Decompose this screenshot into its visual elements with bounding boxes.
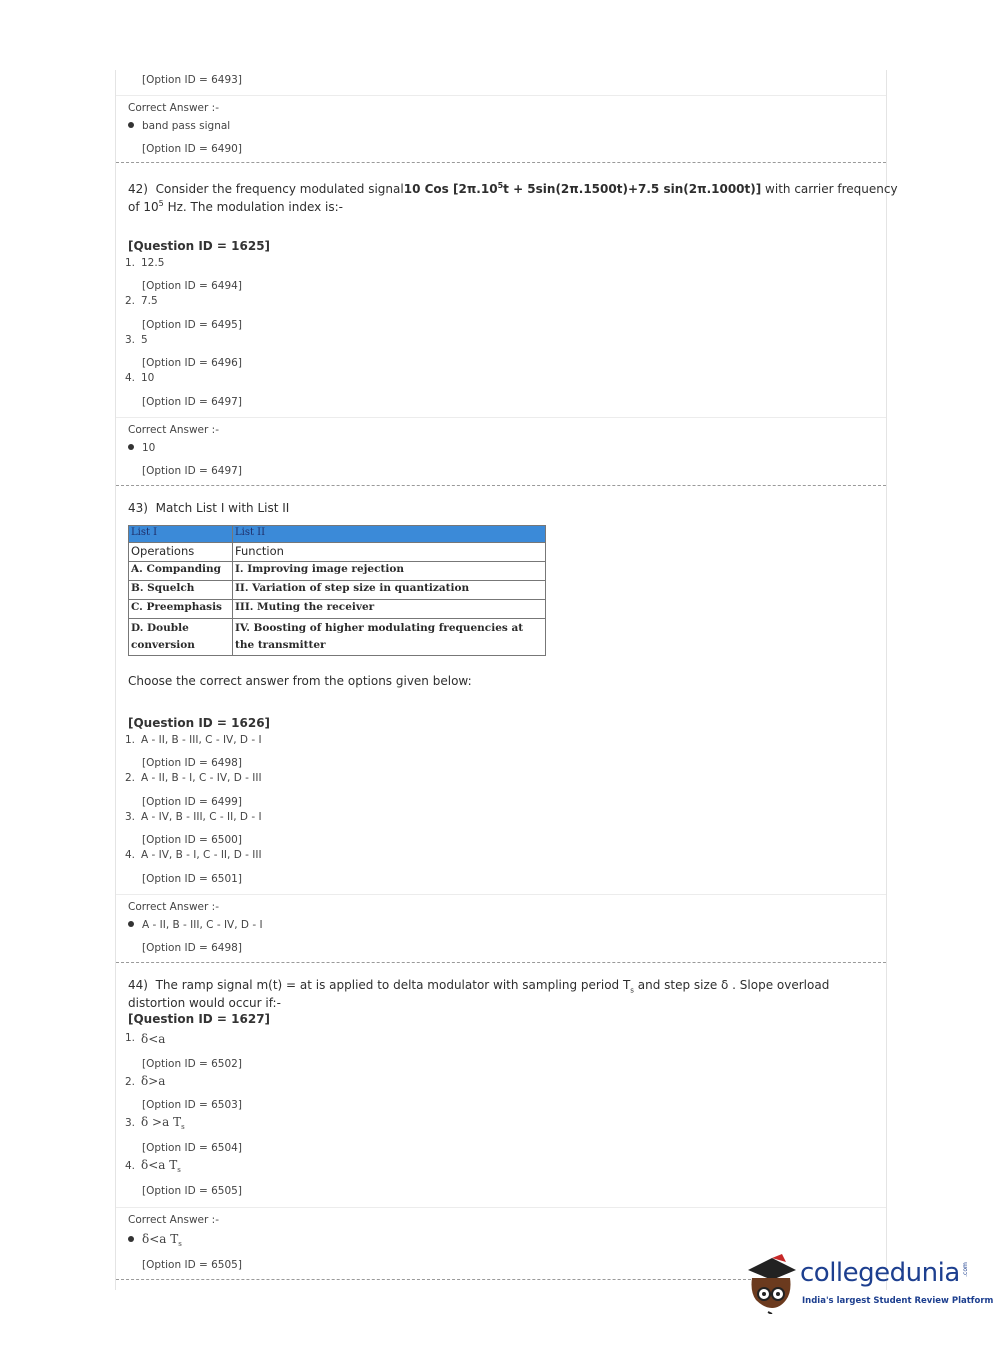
option-id: [Option ID = 6495] bbox=[142, 319, 242, 331]
prev-option-id: [Option ID = 6493] bbox=[142, 74, 242, 86]
question-42-text: 42) Consider the frequency modulated signal10 Cos [$2\pi.10^5t + 5\sin(2\pi.1500t)+7.5$ sin(2π.1000t)] with carrier frequency bbox=[128, 181, 898, 196]
correct-answer-label: Correct Answer :- bbox=[128, 901, 219, 913]
option-id: [Option ID = 6503] bbox=[142, 1099, 242, 1111]
divider bbox=[116, 1207, 886, 1208]
table-cell: I. Improving image rejection bbox=[233, 562, 546, 581]
option-item: 1. A - II, B - III, C - IV, D - I bbox=[125, 734, 262, 746]
divider bbox=[116, 417, 886, 418]
table-cell: Function bbox=[233, 543, 546, 562]
question-42-text-line2: of $10^5$ Hz. The modulation index is:- bbox=[128, 199, 343, 214]
question-id: [Question ID = 1627] bbox=[128, 1012, 271, 1026]
divider bbox=[116, 894, 886, 895]
option-item: 4. A - IV, B - I, C - II, D - III bbox=[125, 849, 262, 861]
question-separator bbox=[116, 162, 886, 163]
bullet-icon bbox=[128, 1236, 134, 1242]
table-row bbox=[129, 562, 546, 581]
option-id: [Option ID = 6496] bbox=[142, 357, 242, 369]
correct-answer-label: Correct Answer :- bbox=[128, 424, 219, 436]
table-row bbox=[129, 619, 546, 656]
brand-name: collegedunia bbox=[800, 1258, 960, 1288]
correct-answer: A - II, B - III, C - IV, D - I bbox=[128, 919, 263, 931]
option-id: [Option ID = 6497] bbox=[142, 396, 242, 408]
correct-answer-label: Correct Answer :- bbox=[128, 102, 219, 114]
correct-answer: δ<a $T_s$ bbox=[128, 1232, 182, 1248]
option-item: 3. 5 bbox=[125, 334, 148, 346]
table-row bbox=[129, 543, 546, 562]
option-id: [Option ID = 6502] bbox=[142, 1058, 242, 1070]
option-item: 2. δ>a bbox=[125, 1074, 166, 1088]
brand-domain: .com bbox=[961, 1262, 969, 1277]
option-id: [Option ID = 6504] bbox=[142, 1142, 242, 1154]
option-id: [Option ID = 6501] bbox=[142, 873, 242, 885]
option-item: 1. 12.5 bbox=[125, 257, 165, 269]
correct-option-id: [Option ID = 6490] bbox=[142, 143, 242, 155]
table-cell: B. Squelch bbox=[129, 581, 233, 600]
option-item: 2. 7.5 bbox=[125, 295, 158, 307]
option-item: 3. A - IV, B - III, C - II, D - I bbox=[125, 811, 262, 823]
table-cell: III. Muting the receiver bbox=[233, 600, 546, 619]
table-header-row bbox=[129, 526, 546, 543]
bullet-icon bbox=[128, 122, 134, 128]
divider bbox=[116, 95, 886, 96]
table-row bbox=[129, 600, 546, 619]
table-cell: II. Variation of step size in quantization bbox=[233, 581, 546, 600]
table-row bbox=[129, 581, 546, 600]
match-table bbox=[128, 525, 546, 656]
option-id: [Option ID = 6500] bbox=[142, 834, 242, 846]
option-id: [Option ID = 6498] bbox=[142, 757, 242, 769]
choose-instruction: Choose the correct answer from the options given below: bbox=[128, 674, 472, 688]
option-item: 3. δ >a $T_s$ bbox=[125, 1115, 185, 1132]
table-header-cell: List II bbox=[233, 526, 546, 543]
table-cell: IV. Boosting of higher modulating frequencies at the transmitter bbox=[233, 619, 546, 656]
correct-option-id: [Option ID = 6505] bbox=[142, 1259, 242, 1271]
bullet-icon bbox=[128, 921, 134, 927]
mascot-icon bbox=[742, 1252, 804, 1314]
question-separator bbox=[116, 485, 886, 486]
table-header-cell: List I bbox=[129, 526, 233, 543]
table-cell: Operations bbox=[129, 543, 233, 562]
collegedunia-logo bbox=[742, 1250, 994, 1320]
option-item: 4. 10 bbox=[125, 372, 155, 384]
correct-answer: band pass signal bbox=[128, 120, 230, 132]
question-separator bbox=[116, 962, 886, 963]
table-cell: A. Companding bbox=[129, 562, 233, 581]
option-item: 1. δ<a bbox=[125, 1032, 166, 1046]
option-id: [Option ID = 6499] bbox=[142, 796, 242, 808]
correct-answer-label: Correct Answer :- bbox=[128, 1214, 219, 1226]
option-item: 2. A - II, B - I, C - IV, D - III bbox=[125, 772, 262, 784]
table-cell: C. Preemphasis bbox=[129, 600, 233, 619]
question-43-text: 43) Match List I with List II bbox=[128, 501, 290, 515]
bullet-icon bbox=[128, 444, 134, 450]
option-id: [Option ID = 6505] bbox=[142, 1185, 242, 1197]
question-id: [Question ID = 1626] bbox=[128, 716, 271, 730]
question-44-text: 44) The ramp signal m(t) = at is applied to delta modulator with sampling period $T_s$ and step size δ . Slope overload bbox=[128, 978, 830, 995]
question-id: [Question ID = 1625] bbox=[128, 239, 271, 253]
option-item: 4. δ<a $T_s$ bbox=[125, 1158, 181, 1175]
question-separator bbox=[116, 1279, 756, 1280]
question-paper-page bbox=[115, 70, 898, 1290]
correct-option-id: [Option ID = 6498] bbox=[142, 942, 242, 954]
brand-tagline: India's largest Student Review Platform bbox=[802, 1296, 994, 1306]
table-cell: D. Double conversion bbox=[129, 619, 233, 656]
correct-answer: 10 bbox=[128, 442, 155, 454]
correct-option-id: [Option ID = 6497] bbox=[142, 465, 242, 477]
question-44-text-line2: distortion would occur if:- bbox=[128, 996, 281, 1010]
option-id: [Option ID = 6494] bbox=[142, 280, 242, 292]
